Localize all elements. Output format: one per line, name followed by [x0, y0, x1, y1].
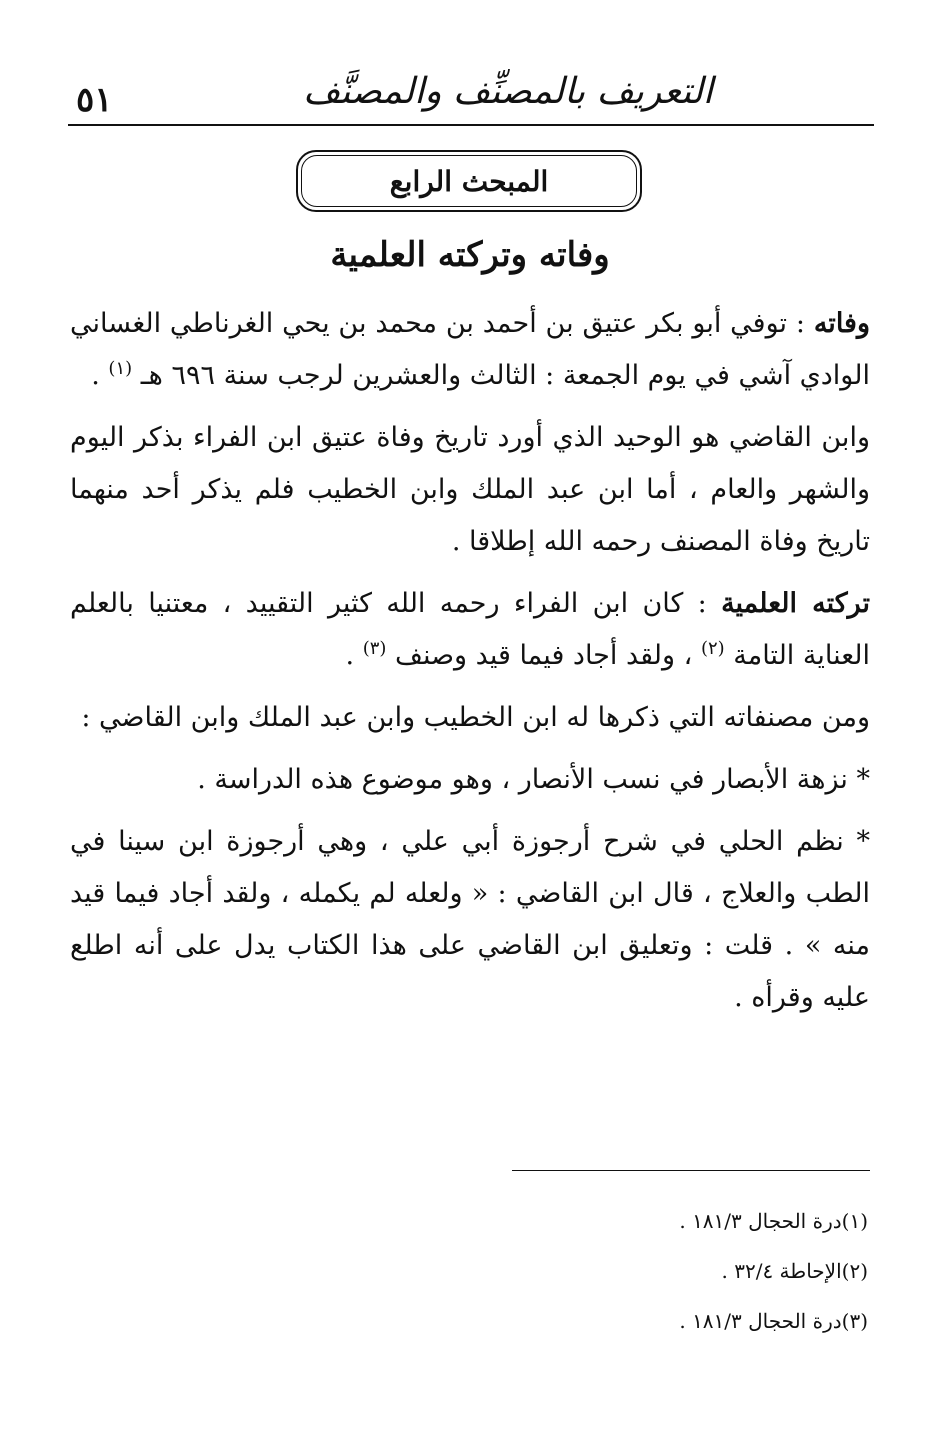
paragraph-end: .: [91, 360, 109, 391]
footnotes: [70, 1196, 868, 1346]
section-heading: المبحث الرابع: [389, 165, 549, 198]
body-text: [70, 298, 870, 1034]
paragraph-lead: تركته العلمية: [721, 588, 870, 619]
paragraph-death: [70, 298, 870, 402]
paragraph-text: : توفي أبو بكر عتيق بن أحمد بن محمد بن يحي الغرناطي الغساني الوادي آشي في يوم الجمعة : الثالث والعشرين لرجب سنة ٦٩٦ هـ: [70, 308, 870, 391]
page-header: [68, 62, 874, 126]
header-rule: [68, 124, 874, 126]
footnote-ref: (٣): [362, 638, 387, 659]
footnote-ref: (٢): [700, 638, 725, 659]
footnote-rule: [512, 1170, 870, 1171]
list-item-work: * نظم الحلي في شرح أرجوزة أبي علي ، وهي أرجوزة ابن سينا في الطب والعلاج ، قال ابن القاضي : « ولعله لم يكمله ، ولقد أجاد فيما قيد منه » . قلت : وتعليق ابن القاضي على هذا الكتاب يدل على أنه اطلع عليه وقرأه .: [70, 826, 870, 1013]
paragraph-end: .: [345, 640, 363, 671]
footnote: (٣)درة الحجال ١٨١/٣ .: [679, 1309, 868, 1333]
footnote-ref: (١): [108, 358, 133, 379]
page-number: ٥١: [76, 80, 113, 120]
section-heading-frame: [296, 150, 642, 212]
paragraph-ibn-al-qadi: وابن القاضي هو الوحيد الذي أورد تاريخ وفاة عتيق ابن الفراء بذكر اليوم والشهر والعام ، أما ابن عبد الملك وابن الخطيب فلم يذكر أحد منهما تاريخ وفاة المصنف رحمه الله إطلاقا .: [70, 422, 870, 557]
footnote: (٢)الإحاطة ٣٢/٤ .: [721, 1259, 868, 1283]
list-item-work: * نزهة الأبصار في نسب الأنصار ، وهو موضوع هذه الدراسة .: [197, 764, 870, 795]
paragraph-lead: وفاته: [813, 308, 870, 339]
running-title: التعريف بالمصنِّف والمصنَّف: [303, 71, 713, 112]
paragraph-text: : كان ابن الفراء رحمه الله كثير التقييد ، معتنيا بالعلم العناية التامة: [70, 588, 870, 671]
paragraph-works-intro: ومن مصنفاته التي ذكرها له ابن الخطيب وابن عبد الملك وابن القاضي :: [81, 702, 870, 733]
footnote: (١)درة الحجال ١٨١/٣ .: [679, 1209, 868, 1233]
paragraph-legacy: [70, 578, 870, 682]
paragraph-text: ، ولقد أجاد فيما قيد وصنف: [386, 640, 701, 671]
chapter-title: وفاته وتركته العلمية: [330, 235, 610, 275]
